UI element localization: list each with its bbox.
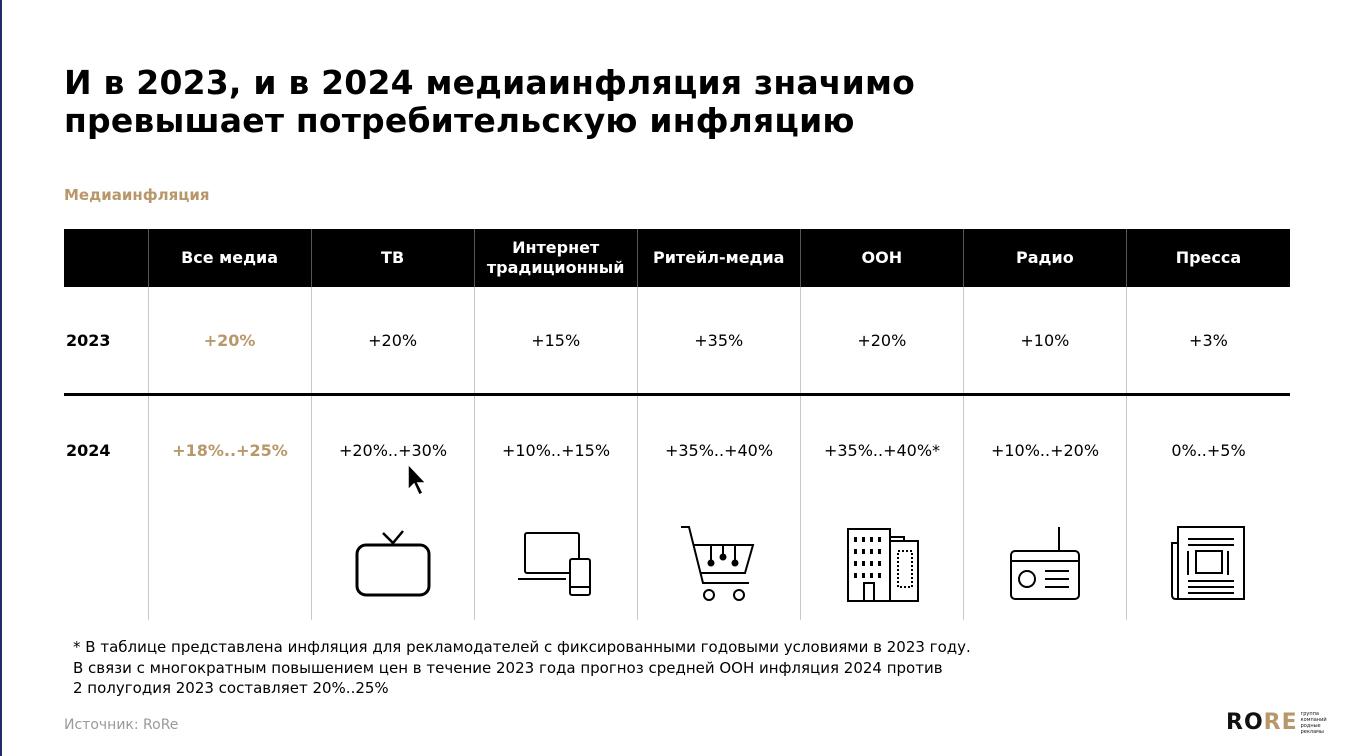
table-row-2023 [64,287,1290,393]
mouse-cursor-icon [406,462,430,498]
cell-press-2023: +3% [1126,287,1290,393]
cell-internet-2023: +15% [474,287,637,393]
cell-all-media-2024: +18%..+25% [148,396,311,505]
logo-part1: RO [1226,710,1264,735]
header-cell-press: Пресса [1126,229,1290,287]
inflation-table [64,229,1290,620]
buildings-icon [800,505,963,620]
header-cell-internet: Интернет традиционный [474,229,637,287]
tv-icon [311,505,474,620]
radio-icon [963,505,1126,620]
icons-empty-cell [64,505,148,620]
header-cell-retail-media: Ритейл-медиа [637,229,800,287]
cell-ooh-2024: +35%..+40%* [800,396,963,505]
row-year: 2024 [66,441,111,460]
title-line-2: превышает потребительскую инфляцию [64,101,855,140]
cell-tv-2023: +20% [311,287,474,393]
logo-wordmark [1226,710,1298,735]
footnote: * В таблице представлена инфляция для рекламодателей с фиксированными годовыми условиями в 2023 году. В связи с многократным повышением цен в течение 2023 года прогноз средней ООН инфляция 2024 против 2 полугодия 2023 составляет 20%..25% [73,638,971,697]
row-year: 2023 [66,330,111,350]
shopping-cart-icon [637,505,800,620]
header-cell-empty [64,229,148,287]
slide-edge-line [0,0,2,756]
cell-radio-2024: +10%..+20% [963,396,1126,505]
header-cell-ooh: ООН [800,229,963,287]
logo-part2: RE [1263,710,1298,735]
table-header-row [64,229,1290,287]
rore-logo [1226,710,1329,735]
cell-tv-2024: +20%..+30% [311,396,474,505]
icons-empty-cell [148,505,311,620]
cell-radio-2023: +10% [963,287,1126,393]
section-subtitle: Медиаинфляция [64,186,210,204]
cell-press-2024: 0%..+5% [1126,396,1290,505]
cell-retail-2024: +35%..+40% [637,396,800,505]
header-cell-radio: Радио [963,229,1126,287]
cell-all-media-2023: +20% [148,287,311,393]
title-line-1: И в 2023, и в 2024 медиаинфляция значимо [64,63,916,102]
table-row-2024 [64,396,1290,505]
slide-title [64,64,1064,140]
newspaper-icon [1126,505,1290,620]
header-cell-all-media: Все медиа [148,229,311,287]
cell-retail-2023: +35% [637,287,800,393]
cell-internet-2024: +10%..+15% [474,396,637,505]
cell-ooh-2023: +20% [800,287,963,393]
table-icons-row [64,505,1290,620]
logo-tagline: группа компаний родные рекламы [1300,710,1327,735]
source-text: Источник: RoRe [64,717,179,733]
devices-icon [474,505,637,620]
header-cell-tv: ТВ [311,229,474,287]
